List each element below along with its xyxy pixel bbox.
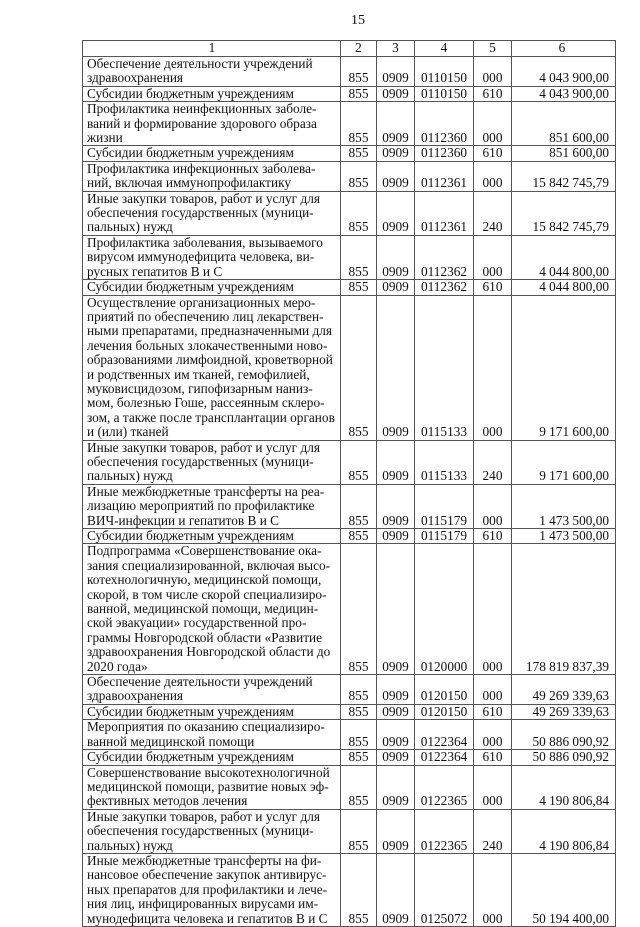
row-name: Профилактика инфекционных заболева- ний, включая иммунопрофилактику	[83, 161, 341, 191]
header-col-3: 3	[377, 41, 415, 57]
ministry-code: 855	[341, 440, 377, 484]
ministry-code: 855	[341, 853, 377, 926]
ministry-code: 855	[341, 102, 377, 146]
ministry-code: 855	[341, 529, 377, 544]
ministry-code: 855	[341, 765, 377, 809]
table-row	[83, 280, 616, 295]
table-row	[83, 161, 616, 191]
amount: 50 886 090,92	[512, 720, 616, 750]
section-code: 0909	[377, 484, 415, 528]
row-name: Осуществление организационных меро- приятий по обеспечению лиц лекарствен- ными препаратами, предназначенными для лечения больных злокачественными ново- образованиями лимфоидной, кроветворной и родственных им тканей, гемофилией, муковисцидозом, гипофизарным наниз- мом, болезнью Гоше, рассеянным склеро- зом, а также после трансплантации органов и (или) тканей	[83, 295, 341, 440]
ministry-code: 855	[341, 57, 377, 87]
amount: 4 043 900,00	[512, 57, 616, 87]
expense-type-code: 610	[474, 280, 512, 295]
amount: 50 886 090,92	[512, 750, 616, 765]
row-name: Субсидии бюджетным учреждениям	[83, 280, 341, 295]
expense-type-code: 000	[474, 853, 512, 926]
amount: 15 842 745,79	[512, 161, 616, 191]
amount: 50 194 400,00	[512, 853, 616, 926]
section-code: 0909	[377, 57, 415, 87]
amount: 4 044 800,00	[512, 280, 616, 295]
target-article-code: 0110150	[415, 86, 474, 101]
target-article-code: 0122365	[415, 809, 474, 853]
target-article-code: 0112360	[415, 146, 474, 161]
amount: 4 190 806,84	[512, 809, 616, 853]
target-article-code: 0115179	[415, 529, 474, 544]
target-article-code: 0112362	[415, 235, 474, 279]
header-col-4: 4	[415, 41, 474, 57]
header-col-6: 6	[512, 41, 616, 57]
expense-type-code: 240	[474, 809, 512, 853]
section-code: 0909	[377, 280, 415, 295]
amount: 4 043 900,00	[512, 86, 616, 101]
header-col-2: 2	[341, 41, 377, 57]
page-number: 15	[351, 13, 365, 28]
row-name: Профилактика неинфекционных заболе- ваний и формирование здорового образа жизни	[83, 102, 341, 146]
expense-type-code: 610	[474, 704, 512, 719]
row-name: Иные межбюджетные трансферты на фи- нансовое обеспечение закупок антивирус- ных препаратов для профилактики и лече- ния лиц, инфицированных вирусами им- мунодефицита человека и гепатитов В и С	[83, 853, 341, 926]
amount: 4 190 806,84	[512, 765, 616, 809]
target-article-code: 0110150	[415, 57, 474, 87]
ministry-code: 855	[341, 675, 377, 705]
target-article-code: 0120000	[415, 544, 474, 675]
table-row	[83, 295, 616, 440]
ministry-code: 855	[341, 809, 377, 853]
ministry-code: 855	[341, 191, 377, 235]
table-row	[83, 102, 616, 146]
expense-type-code: 000	[474, 484, 512, 528]
expense-type-code: 000	[474, 161, 512, 191]
row-name: Иные закупки товаров, работ и услуг для обеспечения государственных (муници- пальных) нужд	[83, 440, 341, 484]
amount: 49 269 339,63	[512, 704, 616, 719]
amount: 15 842 745,79	[512, 191, 616, 235]
expense-type-code: 000	[474, 765, 512, 809]
expense-type-code: 000	[474, 295, 512, 440]
table-row	[83, 675, 616, 705]
target-article-code: 0115133	[415, 295, 474, 440]
section-code: 0909	[377, 295, 415, 440]
expense-type-code: 000	[474, 102, 512, 146]
table-row	[83, 57, 616, 87]
row-name: Мероприятия по оказанию специализиро- ванной медицинской помощи	[83, 720, 341, 750]
section-code: 0909	[377, 102, 415, 146]
section-code: 0909	[377, 720, 415, 750]
target-article-code: 0115179	[415, 484, 474, 528]
section-code: 0909	[377, 809, 415, 853]
row-name: Субсидии бюджетным учреждениям	[83, 146, 341, 161]
header-col-5: 5	[474, 41, 512, 57]
table-header-row	[83, 41, 616, 57]
section-code: 0909	[377, 765, 415, 809]
ministry-code: 855	[341, 704, 377, 719]
expense-type-code: 610	[474, 750, 512, 765]
expense-type-code: 000	[474, 235, 512, 279]
expense-type-code: 610	[474, 86, 512, 101]
table-row	[83, 544, 616, 675]
table-row	[83, 750, 616, 765]
section-code: 0909	[377, 750, 415, 765]
row-name: Обеспечение деятельности учреждений здравоохранения	[83, 57, 341, 87]
budget-table	[82, 40, 616, 927]
row-name: Профилактика заболевания, вызываемого вирусом иммунодефицита человека, ви- русных гепатитов В и С	[83, 235, 341, 279]
target-article-code: 0120150	[415, 704, 474, 719]
expense-type-code: 240	[474, 440, 512, 484]
expense-type-code: 240	[474, 191, 512, 235]
ministry-code: 855	[341, 280, 377, 295]
table-row	[83, 484, 616, 528]
ministry-code: 855	[341, 720, 377, 750]
ministry-code: 855	[341, 235, 377, 279]
row-name: Совершенствование высокотехнологичной медицинской помощи, развитие новых эф- фективных методов лечения	[83, 765, 341, 809]
amount: 851 600,00	[512, 146, 616, 161]
ministry-code: 855	[341, 146, 377, 161]
row-name: Иные закупки товаров, работ и услуг для обеспечения государственных (муници- пальных) нужд	[83, 191, 341, 235]
section-code: 0909	[377, 675, 415, 705]
ministry-code: 855	[341, 86, 377, 101]
target-article-code: 0112361	[415, 191, 474, 235]
amount: 1 473 500,00	[512, 484, 616, 528]
amount: 851 600,00	[512, 102, 616, 146]
table-row	[83, 146, 616, 161]
target-article-code: 0112360	[415, 102, 474, 146]
amount: 1 473 500,00	[512, 529, 616, 544]
target-article-code: 0122364	[415, 750, 474, 765]
expense-type-code: 000	[474, 720, 512, 750]
amount: 178 819 837,39	[512, 544, 616, 675]
row-name: Подпрограмма «Совершенствование ока- зания специализированной, включая высо- котехнологичную, медицинской помощи, скорой, в том числе скорой специализиро- ванной, медицинской помощи, медицин- ской эвакуации» государственной про- граммы Новгородской области «Развитие здравоохранения Новгородской области до 2020 года»	[83, 544, 341, 675]
table-row	[83, 440, 616, 484]
amount: 49 269 339,63	[512, 675, 616, 705]
header-col-1: 1	[83, 41, 341, 57]
row-name: Иные закупки товаров, работ и услуг для обеспечения государственных (муници- пальных) нужд	[83, 809, 341, 853]
table-row	[83, 86, 616, 101]
table-row	[83, 704, 616, 719]
row-name: Субсидии бюджетным учреждениям	[83, 86, 341, 101]
amount: 9 171 600,00	[512, 440, 616, 484]
table-row	[83, 809, 616, 853]
target-article-code: 0120150	[415, 675, 474, 705]
section-code: 0909	[377, 440, 415, 484]
row-name: Субсидии бюджетным учреждениям	[83, 750, 341, 765]
table-row	[83, 235, 616, 279]
expense-type-code: 000	[474, 544, 512, 675]
target-article-code: 0122364	[415, 720, 474, 750]
row-name: Обеспечение деятельности учреждений здравоохранения	[83, 675, 341, 705]
ministry-code: 855	[341, 484, 377, 528]
section-code: 0909	[377, 191, 415, 235]
ministry-code: 855	[341, 750, 377, 765]
table-row	[83, 765, 616, 809]
target-article-code: 0112361	[415, 161, 474, 191]
section-code: 0909	[377, 235, 415, 279]
table-row	[83, 529, 616, 544]
amount: 4 044 800,00	[512, 235, 616, 279]
target-article-code: 0112362	[415, 280, 474, 295]
expense-type-code: 000	[474, 675, 512, 705]
expense-type-code: 610	[474, 529, 512, 544]
target-article-code: 0115133	[415, 440, 474, 484]
section-code: 0909	[377, 853, 415, 926]
target-article-code: 0122365	[415, 765, 474, 809]
expense-type-code: 000	[474, 57, 512, 87]
table-row	[83, 853, 616, 926]
expense-type-code: 610	[474, 146, 512, 161]
section-code: 0909	[377, 544, 415, 675]
target-article-code: 0125072	[415, 853, 474, 926]
table-row	[83, 720, 616, 750]
amount: 9 171 600,00	[512, 295, 616, 440]
section-code: 0909	[377, 161, 415, 191]
section-code: 0909	[377, 86, 415, 101]
section-code: 0909	[377, 146, 415, 161]
section-code: 0909	[377, 704, 415, 719]
ministry-code: 855	[341, 544, 377, 675]
ministry-code: 855	[341, 295, 377, 440]
row-name: Субсидии бюджетным учреждениям	[83, 704, 341, 719]
section-code: 0909	[377, 529, 415, 544]
row-name: Субсидии бюджетным учреждениям	[83, 529, 341, 544]
ministry-code: 855	[341, 161, 377, 191]
row-name: Иные межбюджетные трансферты на реа- лизацию мероприятий по профилактике ВИЧ-инфекции и гепатитов В и С	[83, 484, 341, 528]
table-row	[83, 191, 616, 235]
